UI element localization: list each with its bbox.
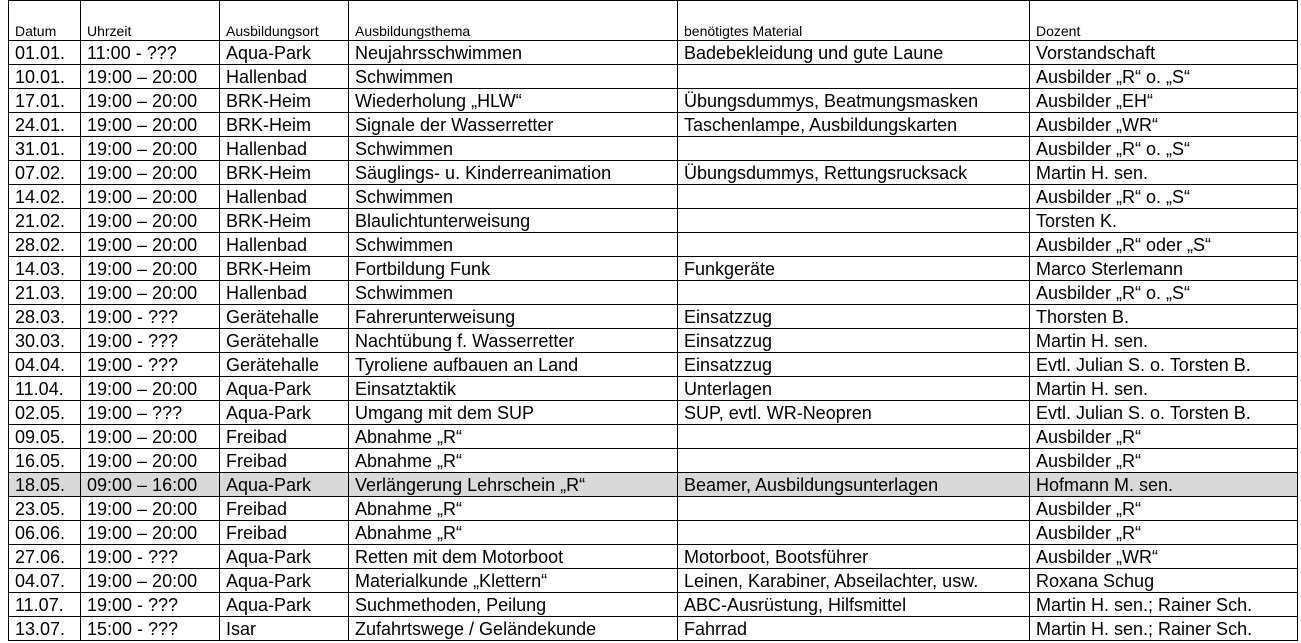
cell-material: Einsatzzug [678, 329, 1030, 353]
cell-thema: Fahrerunterweisung [349, 305, 678, 329]
cell-thema: Schwimmen [349, 65, 678, 89]
table-row [9, 185, 1298, 209]
cell-dozent: Martin H. sen. [1030, 377, 1298, 401]
cell-thema: Schwimmen [349, 137, 678, 161]
cell-datum: 28.03. [9, 305, 81, 329]
cell-ort: Aqua-Park [220, 593, 349, 617]
cell-thema: Fortbildung Funk [349, 257, 678, 281]
cell-dozent: Ausbilder „R“ o. „S“ [1030, 185, 1298, 209]
training-schedule-table [8, 0, 1298, 641]
cell-thema: Tyroliene aufbauen an Land [349, 353, 678, 377]
cell-dozent: Roxana Schug [1030, 569, 1298, 593]
cell-datum: 11.04. [9, 377, 81, 401]
header-dozent: Dozent [1030, 1, 1298, 41]
table-row [9, 401, 1298, 425]
cell-datum: 04.07. [9, 569, 81, 593]
table-row [9, 545, 1298, 569]
cell-ort: Hallenbad [220, 137, 349, 161]
cell-thema: Zufahrtswege / Geländekunde [349, 617, 678, 641]
cell-material: Unterlagen [678, 377, 1030, 401]
cell-uhrzeit: 15:00 - ??? [81, 617, 220, 641]
cell-ort: Aqua-Park [220, 545, 349, 569]
table-row [9, 353, 1298, 377]
table-header [9, 1, 1298, 41]
cell-uhrzeit: 19:00 - ??? [81, 329, 220, 353]
cell-ort: Hallenbad [220, 185, 349, 209]
cell-ort: Freibad [220, 497, 349, 521]
cell-material [678, 521, 1030, 545]
cell-dozent: Ausbilder „R“ [1030, 497, 1298, 521]
cell-material [678, 137, 1030, 161]
cell-ort: Gerätehalle [220, 353, 349, 377]
cell-dozent: Vorstandschaft [1030, 41, 1298, 65]
cell-ort: BRK-Heim [220, 161, 349, 185]
cell-material: Motorboot, Bootsführer [678, 545, 1030, 569]
cell-uhrzeit: 19:00 – 20:00 [81, 233, 220, 257]
table-row [9, 521, 1298, 545]
cell-ort: Aqua-Park [220, 401, 349, 425]
cell-datum: 14.02. [9, 185, 81, 209]
cell-uhrzeit: 19:00 – 20:00 [81, 569, 220, 593]
cell-dozent: Ausbilder „R“ [1030, 449, 1298, 473]
cell-datum: 16.05. [9, 449, 81, 473]
table-row [9, 257, 1298, 281]
cell-uhrzeit: 19:00 – 20:00 [81, 257, 220, 281]
cell-datum: 01.01. [9, 41, 81, 65]
cell-material: Taschenlampe, Ausbildungskarten [678, 113, 1030, 137]
cell-ort: Aqua-Park [220, 473, 349, 497]
cell-material: Leinen, Karabiner, Abseilachter, usw. [678, 569, 1030, 593]
cell-datum: 24.01. [9, 113, 81, 137]
table-row [9, 233, 1298, 257]
table-row [9, 497, 1298, 521]
cell-material [678, 209, 1030, 233]
table-row [9, 329, 1298, 353]
cell-datum: 04.04. [9, 353, 81, 377]
cell-dozent: Ausbilder „R“ o. „S“ [1030, 281, 1298, 305]
cell-datum: 09.05. [9, 425, 81, 449]
cell-uhrzeit: 19:00 - ??? [81, 593, 220, 617]
cell-thema: Verlängerung Lehrschein „R“ [349, 473, 678, 497]
cell-thema: Umgang mit dem SUP [349, 401, 678, 425]
table-row [9, 89, 1298, 113]
table-row [9, 593, 1298, 617]
header-ausbildungsort: Ausbildungsort [220, 1, 349, 41]
cell-ort: Hallenbad [220, 233, 349, 257]
cell-uhrzeit: 11:00 - ??? [81, 41, 220, 65]
cell-material [678, 185, 1030, 209]
cell-material [678, 497, 1030, 521]
cell-ort: BRK-Heim [220, 257, 349, 281]
cell-dozent: Evtl. Julian S. o. Torsten B. [1030, 353, 1298, 377]
cell-dozent: Martin H. sen.; Rainer Sch. [1030, 617, 1298, 641]
cell-uhrzeit: 19:00 – 20:00 [81, 497, 220, 521]
cell-thema: Neujahrsschwimmen [349, 41, 678, 65]
cell-thema: Retten mit dem Motorboot [349, 545, 678, 569]
cell-uhrzeit: 19:00 - ??? [81, 305, 220, 329]
table-row [9, 617, 1298, 641]
cell-thema: Schwimmen [349, 233, 678, 257]
cell-uhrzeit: 19:00 – 20:00 [81, 185, 220, 209]
cell-material [678, 281, 1030, 305]
cell-ort: Freibad [220, 521, 349, 545]
cell-dozent: Ausbilder „R“ o. „S“ [1030, 137, 1298, 161]
cell-thema: Abnahme „R“ [349, 497, 678, 521]
cell-uhrzeit: 19:00 - ??? [81, 545, 220, 569]
cell-material [678, 425, 1030, 449]
cell-thema: Abnahme „R“ [349, 425, 678, 449]
cell-dozent: Ausbilder „EH“ [1030, 89, 1298, 113]
cell-dozent: Martin H. sen. [1030, 161, 1298, 185]
table-row [9, 569, 1298, 593]
cell-uhrzeit: 19:00 – 20:00 [81, 449, 220, 473]
table-row [9, 425, 1298, 449]
cell-thema: Schwimmen [349, 281, 678, 305]
cell-thema: Blaulichtunterweisung [349, 209, 678, 233]
cell-thema: Materialkunde „Klettern“ [349, 569, 678, 593]
cell-thema: Signale der Wasserretter [349, 113, 678, 137]
cell-uhrzeit: 19:00 – 20:00 [81, 137, 220, 161]
cell-material: Übungsdummys, Rettungsrucksack [678, 161, 1030, 185]
cell-datum: 27.06. [9, 545, 81, 569]
cell-datum: 07.02. [9, 161, 81, 185]
cell-thema: Wiederholung „HLW“ [349, 89, 678, 113]
table-body [9, 41, 1298, 641]
cell-dozent: Ausbilder „R“ o. „S“ [1030, 65, 1298, 89]
cell-thema: Einsatztaktik [349, 377, 678, 401]
cell-material: Fahrrad [678, 617, 1030, 641]
cell-material: Einsatzzug [678, 305, 1030, 329]
cell-dozent: Ausbilder „R“ [1030, 521, 1298, 545]
cell-uhrzeit: 19:00 – 20:00 [81, 281, 220, 305]
header-material: benötigtes Material [678, 1, 1030, 41]
cell-material: Beamer, Ausbildungsunterlagen [678, 473, 1030, 497]
cell-datum: 13.07. [9, 617, 81, 641]
cell-ort: Hallenbad [220, 281, 349, 305]
cell-dozent: Torsten K. [1030, 209, 1298, 233]
cell-datum: 02.05. [9, 401, 81, 425]
header-datum: Datum [9, 1, 81, 41]
cell-uhrzeit: 19:00 – ??? [81, 401, 220, 425]
cell-ort: Aqua-Park [220, 377, 349, 401]
cell-material [678, 65, 1030, 89]
table-row [9, 137, 1298, 161]
cell-ort: BRK-Heim [220, 209, 349, 233]
cell-dozent: Ausbilder „WR“ [1030, 545, 1298, 569]
cell-dozent: Martin H. sen. [1030, 329, 1298, 353]
cell-datum: 28.02. [9, 233, 81, 257]
cell-ort: Aqua-Park [220, 41, 349, 65]
cell-thema: Nachtübung f. Wasserretter [349, 329, 678, 353]
table-row [9, 377, 1298, 401]
cell-uhrzeit: 19:00 – 20:00 [81, 89, 220, 113]
cell-ort: Freibad [220, 449, 349, 473]
cell-ort: Isar [220, 617, 349, 641]
cell-material: Badebekleidung und gute Laune [678, 41, 1030, 65]
cell-datum: 06.06. [9, 521, 81, 545]
cell-datum: 21.03. [9, 281, 81, 305]
cell-ort: BRK-Heim [220, 113, 349, 137]
cell-uhrzeit: 09:00 – 16:00 [81, 473, 220, 497]
table-row [9, 65, 1298, 89]
cell-ort: Hallenbad [220, 65, 349, 89]
cell-dozent: Ausbilder „R“ [1030, 425, 1298, 449]
cell-material: Übungsdummys, Beatmungsmasken [678, 89, 1030, 113]
cell-thema: Suchmethoden, Peilung [349, 593, 678, 617]
cell-material: ABC-Ausrüstung, Hilfsmittel [678, 593, 1030, 617]
cell-ort: Gerätehalle [220, 329, 349, 353]
cell-ort: Gerätehalle [220, 305, 349, 329]
cell-material: Einsatzzug [678, 353, 1030, 377]
header-ausbildungsthema: Ausbildungsthema [349, 1, 678, 41]
table-row [9, 161, 1298, 185]
cell-thema: Abnahme „R“ [349, 521, 678, 545]
cell-datum: 31.01. [9, 137, 81, 161]
table-row [9, 281, 1298, 305]
cell-datum: 23.05. [9, 497, 81, 521]
cell-dozent: Thorsten B. [1030, 305, 1298, 329]
cell-uhrzeit: 19:00 – 20:00 [81, 113, 220, 137]
cell-dozent: Marco Sterlemann [1030, 257, 1298, 281]
cell-uhrzeit: 19:00 – 20:00 [81, 209, 220, 233]
cell-dozent: Martin H. sen.; Rainer Sch. [1030, 593, 1298, 617]
cell-ort: BRK-Heim [220, 89, 349, 113]
cell-material: Funkgeräte [678, 257, 1030, 281]
header-uhrzeit: Uhrzeit [81, 1, 220, 41]
cell-thema: Säuglings- u. Kinderreanimation [349, 161, 678, 185]
cell-uhrzeit: 19:00 – 20:00 [81, 65, 220, 89]
cell-datum: 21.02. [9, 209, 81, 233]
cell-dozent: Ausbilder „WR“ [1030, 113, 1298, 137]
table-row [9, 209, 1298, 233]
cell-datum: 14.03. [9, 257, 81, 281]
table-row [9, 41, 1298, 65]
cell-ort: Freibad [220, 425, 349, 449]
cell-material: SUP, evtl. WR-Neopren [678, 401, 1030, 425]
cell-thema: Abnahme „R“ [349, 449, 678, 473]
cell-uhrzeit: 19:00 – 20:00 [81, 161, 220, 185]
table-row [9, 449, 1298, 473]
cell-dozent: Ausbilder „R“ oder „S“ [1030, 233, 1298, 257]
table-row [9, 305, 1298, 329]
cell-datum: 30.03. [9, 329, 81, 353]
table-row [9, 113, 1298, 137]
cell-datum: 18.05. [9, 473, 81, 497]
table-row [9, 473, 1298, 497]
cell-uhrzeit: 19:00 – 20:00 [81, 521, 220, 545]
cell-dozent: Evtl. Julian S. o. Torsten B. [1030, 401, 1298, 425]
cell-uhrzeit: 19:00 – 20:00 [81, 377, 220, 401]
cell-ort: Aqua-Park [220, 569, 349, 593]
cell-datum: 11.07. [9, 593, 81, 617]
cell-material [678, 233, 1030, 257]
cell-datum: 17.01. [9, 89, 81, 113]
cell-datum: 10.01. [9, 65, 81, 89]
header-row [9, 1, 1298, 41]
cell-dozent: Hofmann M. sen. [1030, 473, 1298, 497]
cell-material [678, 449, 1030, 473]
cell-uhrzeit: 19:00 – 20:00 [81, 425, 220, 449]
cell-thema: Schwimmen [349, 185, 678, 209]
cell-uhrzeit: 19:00 - ??? [81, 353, 220, 377]
